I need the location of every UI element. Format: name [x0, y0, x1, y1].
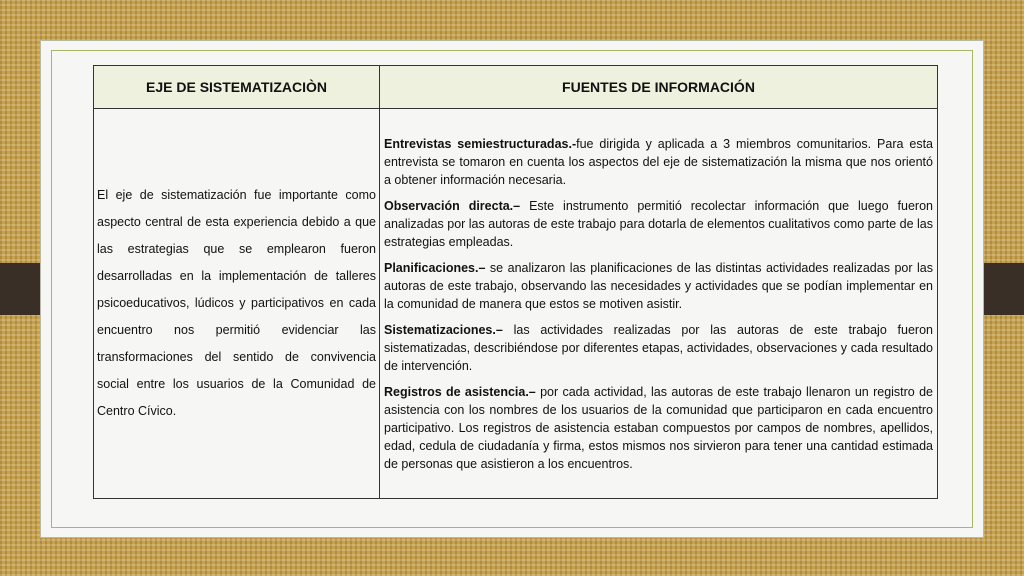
table-row: [94, 109, 938, 499]
source-title: Registros de asistencia.–: [384, 384, 536, 399]
source-item-observation: [384, 197, 933, 251]
slide: [40, 40, 984, 538]
source-item-plans: [384, 259, 933, 313]
source-title: Sistematizaciones.–: [384, 322, 503, 337]
header-sources: FUENTES DE INFORMACIÓN: [380, 66, 938, 109]
source-text: fue dirigida y aplicada a 3 miembros comunitarios. Para esta entrevista se tomaron en cuenta los aspectos del eje de sistematización la misma que nos orientó a obtener información necesaria.: [384, 136, 934, 187]
source-title: Observación directa.–: [384, 198, 521, 213]
source-title: Planificaciones.–: [384, 260, 486, 275]
source-text: se analizaron las planificaciones de las distintas actividades realizadas por las autoras de este trabajo, observando las necesidades y actividades que se podían implementar en la comunidad de manera que estos se motiven asistir.: [384, 260, 933, 311]
sources-cell: [380, 109, 938, 499]
header-axis: EJE DE SISTEMATIZACIÒN: [94, 66, 380, 109]
systematization-table: [93, 65, 938, 499]
source-text: las actividades realizadas por las autoras de este trabajo fueron sistematizadas, describiéndose por diferentes etapas, actividades, observaciones y cada resultado de intervención.: [384, 322, 933, 373]
source-text: Este instrumento permitió recolectar información que luego fueron analizadas por las autoras de este trabajo para dotarla de elementos cualitativos como parte de las estrategias empleadas.: [384, 198, 933, 249]
source-title: Entrevistas semiestructuradas.-: [384, 136, 577, 151]
table-header-row: [94, 66, 938, 109]
source-item-attendance: [384, 383, 933, 473]
source-text: por cada actividad, las autoras de este trabajo llenaron un registro de asistencia con los nombres de los usuarios de la comunidad que participaron en cada encuentro participativo. Los registros de asistencia estaban compuestos por campos de nombres, apellidos, edad, cedula de ciudadanía y firma, estos mismos nos sirvieron para tener una cantidad estimada de personas que asistieron a los encuentros.: [384, 384, 933, 471]
source-item-interviews: [384, 135, 933, 189]
axis-description: El eje de sistematización fue importante como aspecto central de esta experiencia debido a que las estrategias que se emplearon fueron desarrolladas en la implementación de talleres psicoeducativos, lúdicos y participativos en cada encuentro nos permitió evidenciar las transformaciones del sentido de convivencia social entre los usuarios de la Comunidad de Centro Cívico.: [94, 109, 380, 499]
source-item-systematizations: [384, 321, 933, 375]
